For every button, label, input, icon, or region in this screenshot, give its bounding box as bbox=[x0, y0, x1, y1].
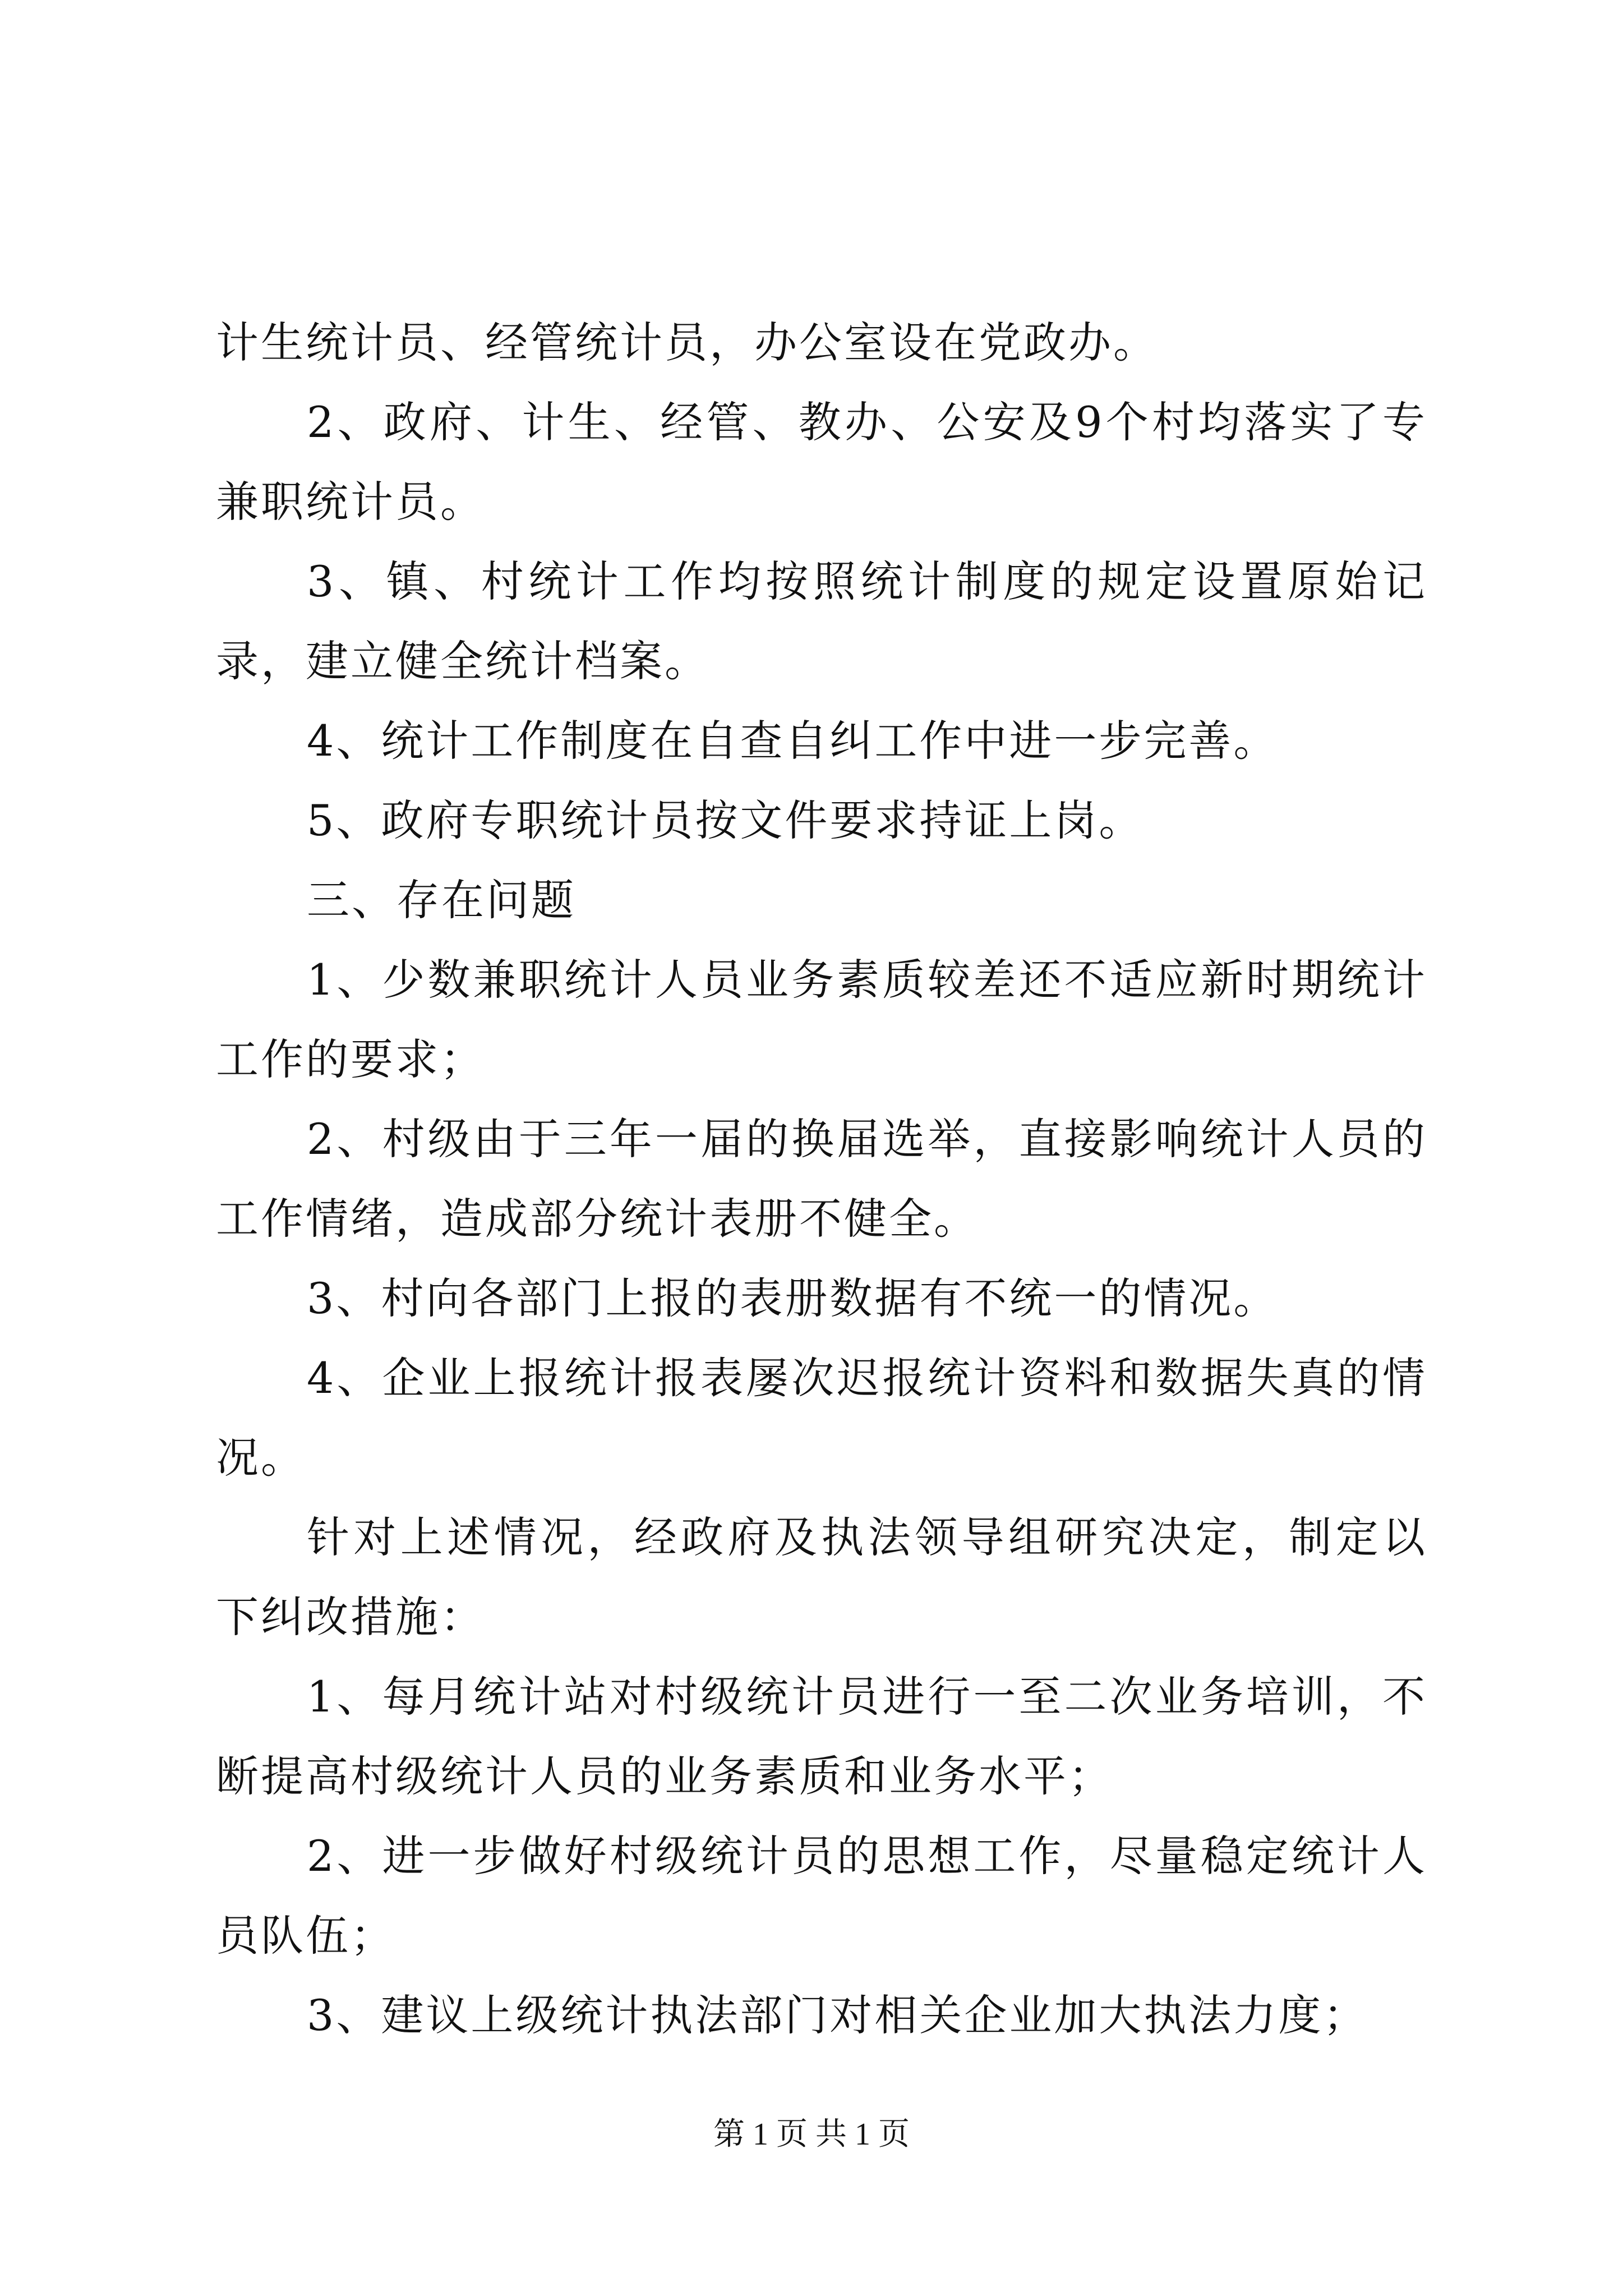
paragraph: 4、统计工作制度在自查自纠工作中进一步完善。 bbox=[307, 716, 1279, 766]
paragraph: 3、镇、村统计工作均按照统计制度的规定设置原始记录，建立健全统计档案。 bbox=[216, 556, 1427, 686]
paragraph: 4、企业上报统计报表屡次迟报统计资料和数据失真的情况。 bbox=[216, 1353, 1427, 1483]
paragraph: 计生统计员、经管统计员，办公室设在党政办。 bbox=[216, 318, 1158, 367]
paragraph: 5、政府专职统计员按文件要求持证上岗。 bbox=[307, 795, 1144, 845]
paragraph: 针对上述情况，经政府及执法领导组研究决定，制定以下纠改措施： bbox=[216, 1512, 1427, 1642]
document-body bbox=[216, 303, 1427, 2055]
paragraph: 3、建议上级统计执法部门对相关企业加大执法力度； bbox=[307, 1990, 1368, 2040]
section-heading: 三、存在问题 bbox=[307, 875, 576, 925]
paragraph: 2、政府、计生、经管、教办、公安及9个村均落实了专兼职统计员。 bbox=[216, 397, 1427, 527]
paragraph: 3、村向各部门上报的表册数据有不统一的情况。 bbox=[307, 1273, 1279, 1323]
paragraph: 1、少数兼职统计人员业务素质较差还不适应新时期统计工作的要求； bbox=[216, 955, 1427, 1084]
paragraph: 2、进一步做好村级统计员的思想工作，尽量稳定统计人员队伍； bbox=[216, 1831, 1427, 1961]
paragraph: 1、每月统计站对村级统计员进行一至二次业务培训，不断提高村级统计人员的业务素质和业务水平； bbox=[216, 1672, 1427, 1801]
paragraph: 2、村级由于三年一届的换届选举，直接影响统计人员的工作情绪，造成部分统计表册不健全。 bbox=[216, 1114, 1427, 1244]
page-number-footer: 第 1 页 共 1 页 bbox=[713, 2117, 910, 2152]
